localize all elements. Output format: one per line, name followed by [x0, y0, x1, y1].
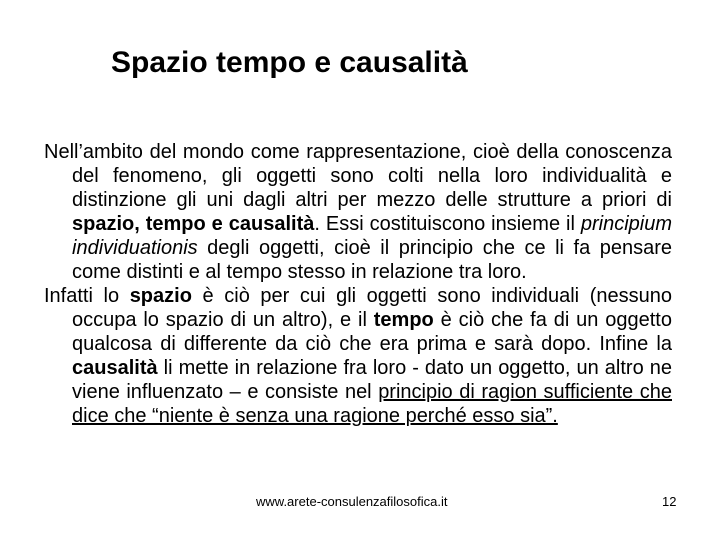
bold-term-tempo: tempo [373, 309, 434, 331]
text-segment: è ciò per cui gli oggetti sono individuali (nessuno occupa lo spazio di un altro), e il [72, 285, 672, 331]
slide-title: Spazio tempo e causalità [111, 46, 468, 79]
bold-term-spazio: spazio [129, 285, 192, 307]
text-segment: è ciò che fa di un oggetto qualcosa di differente da ciò che era prima e sarà dopo. Infine la [72, 309, 672, 355]
footer-url: www.arete-consulenzafilosofica.it [256, 494, 448, 509]
italic-term-principium-individuationis: principium individuationis [72, 213, 672, 259]
text-segment: . Essi costituiscono insieme il [314, 213, 581, 235]
text-segment: Infatti lo [44, 285, 130, 307]
slide-body [44, 140, 672, 428]
paragraph-1 [44, 140, 672, 284]
paragraph-2 [44, 284, 672, 428]
page-number: 12 [662, 494, 677, 509]
underlined-principio-ragion-sufficiente: principio di ragion sufficiente che dice che “niente è senza una ragione perché esso sia”. [72, 381, 672, 427]
text-segment: Nell’ambito del mondo come rappresentazione, cioè della conoscenza del fenomeno, gli oggetti sono colti nella loro individualità e distinzione gli uni dagli altri per mezzo delle strutture a priori di [44, 141, 672, 211]
bold-term-spazio-tempo-causalita: spazio, tempo e causalità [72, 213, 315, 235]
text-segment: degli oggetti, cioè il principio che ce li fa pensare come distinti e al tempo stesso in relazione tra loro. [72, 237, 672, 283]
bold-term-causalita: causalità [72, 357, 158, 379]
text-segment: li mette in relazione fra loro - dato un oggetto, un altro ne viene influenzato – e consiste nel [72, 357, 672, 403]
